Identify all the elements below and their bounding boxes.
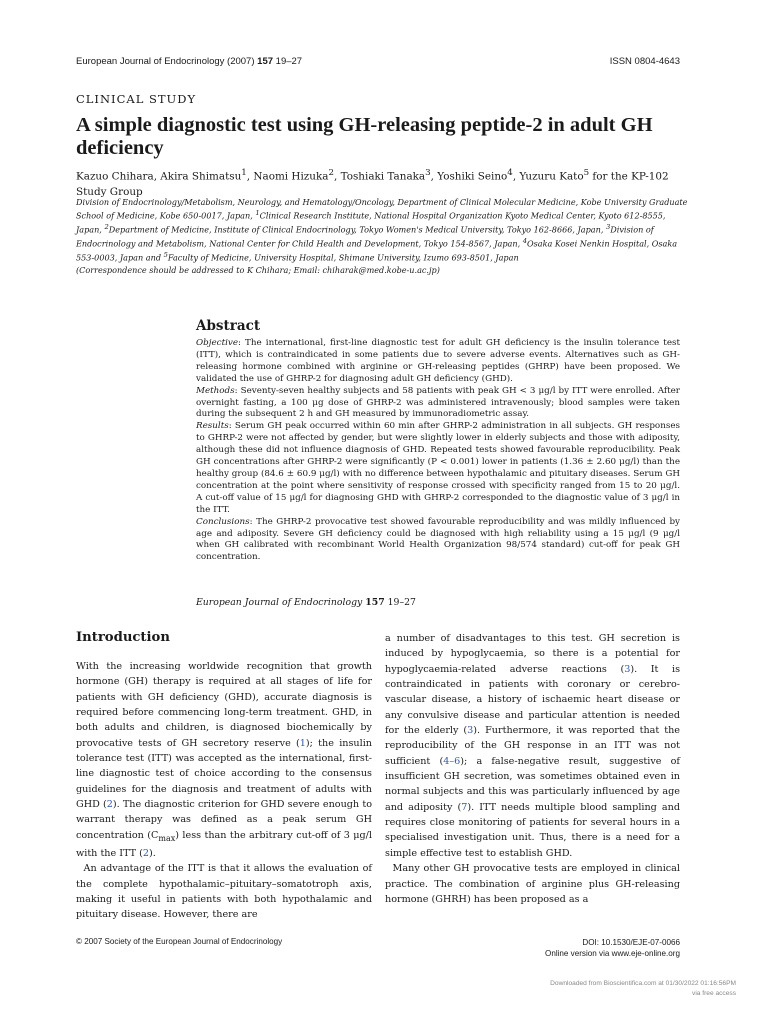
introduction-column-left [76,659,372,923]
download-watermark: Downloaded from Bioscientifica.com at 01/30/2022 01:16:56PM via free access [550,980,736,997]
correspondence-note: (Correspondence should be addressed to K Chihara; Email: chiharak@med.kobe-u.ac.jp) [76,265,440,275]
intro-paragraph: With the increasing worldwide recognition that growth hormone (GH) therapy is required at all stages of life for patients with GH deficiency (GHD), accurate diagnosis is required before commencing long-term treatment. GHD, in both adults and children, is diagnosed biochemically by provocative tests of GH secretory reserve (1); the insulin tolerance test (ITT) was accepted as the international, first-line diagnostic test of choice according to the consensus guidelines for the diagnosis and treatment of adults with GHD (2). The diagnostic criterion for GHD severe enough to warrant therapy was defined as a peak serum GH concentration $(C_{max})$ less than the arbitrary cut-off of 3 μg/l with the ITT (2). [76,661,372,860]
results-label: Results [196,421,229,432]
objective-label: Objective [196,338,239,348]
section-label: CLINICAL STUDY [76,92,197,106]
author-list: Kazuo Chihara, Akira Shimatsu$^1$, Naomi Hizuka$^2$, Toshiaki Tanaka$^3$, Yoshiki Seino$^4$, Yuzuru Kato$^5$ for the KP-102 Study Group [76,168,669,199]
abstract-results: Results: Serum GH peak occurred within 60 min after GHRP-2 administration in all subjects. GH responses to GHRP-2 were not affected by gender, but were slightly lower in elderly subjects and those with adiposity, although these did not influence diagnosis of GHD. Repeated tests showed favourable reproducibility. Peak GH concentrations after GHRP-2 were significantly (P < 0.001) lower in patients (1.36 ± 2.60 μg/l) than the healthy group (84.6 ± 60.9 μg/l) with no difference between hypothalamic and pituitary diseases. Serum GH concentration at the point where sensitivity of response crossed with specificity ranged from 15 to 20 μg/l. A cut-off value of 15 μg/l for diagnosing GHD with GHRP-2 corresponded to the diagnostic value of 3 μg/l in the ITT. [196,421,680,515]
methods-label: Methods [196,385,235,396]
citation-line: European Journal of Endocrinology 157 19–27 [196,597,416,608]
intro-paragraph: Many other GH provocative tests are employed in clinical practice. The combination of arginine plus GH-releasing hormone (GHRH) has been proposed as a [385,863,680,905]
abstract-heading: Abstract [196,318,261,334]
doi-text: DOI: 10.1530/EJE-07-0066 [582,938,680,947]
affiliations: Division of Endocrinology/Metabolism, Neurology, and Hematology/Oncology, Department of Clinical Molecular Medicine, Kobe University Graduate School of Medicine, Kobe 650-0017, Japan, $^1$Clinical Research Institute, National Hospital Organization Kyoto Medical Center, Kyoto 612-8555, Japan, $^2$Department of Medicine, Institute of Clinical Endocrinology, Tokyo Women's Medical University, Tokyo 162-8666, Japan, $^3$Division of Endocrinology and Metabolism, National Center for Child Health and Development, Tokyo 154-8567, Japan, $^4$Osaka Kosei Nenkin Hospital, Osaka 553-0003, Japan and $^5$Faculty of Medicine, University Hospital, Shimane University, Izumo 693-8501, Japan [76,197,688,263]
intro-paragraph: a number of disadvantages to this test. GH secretion is induced by hypoglycaemia, so there is a potential for hypoglycaemia-related adverse reactions (3). It is contraindicated in patients with coronary or cerebro-vascular disease, a history of ischaemic heart disease or any convulsive disease and particular attention is needed for the elderly (3). Furthermore, it was reported that the reproducibility of the GH response in an ITT was not sufficient (4–6); a false-negative result, suggestive of insufficient GH secretion, was sometimes obtained even in normal subjects and this was particularly influenced by age and adiposity (7). ITT needs multiple blood sampling and requires close monitoring of patients for several hours in a specialised investigation unit. Thus, there is a need for a simple effective test to establish GHD. [385,633,681,859]
intro-paragraph: An advantage of the ITT is that it allows the evaluation of the complete hypothalamic–pituitary–somatotroph axis, making it useful in patients with both hypothalamic and pituitary disease. However, there are [76,863,372,921]
footer-copyright: © 2007 Society of the European Journal of Endocrinology [76,937,283,946]
abstract-methods: Methods: Seventy-seven healthy subjects and 58 patients with peak GH < 3 μg/l by ITT were enrolled. After overnight fasting, a 100 μg dose of GHRP-2 was administered intravenously; blood samples were taken during the subsequent 2 h and GH measured by immunoradiometric assay. [196,385,680,420]
running-header-journal: European Journal of Endocrinology (2007) 157 19–27 [76,56,303,67]
footer-doi-block [545,937,680,959]
introduction-heading: Introduction [76,630,170,645]
online-version-text: Online version via www.eje-online.org [545,949,680,958]
abstract-objective: Objective: The international, first-line diagnostic test for adult GH deficiency is the insulin tolerance test (ITT), which is contraindicated in some patients due to severe adverse events. Alternatives such as GH-releasing hormone combined with arginine or GH-releasing peptides (GHRP) have been proposed. We validated the use of GHRP-2 for diagnosing adult GH deficiency (GHD). [196,338,680,384]
abstract-conclusions: Conclusions: The GHRP-2 provocative test showed favourable reproducibility and was mildly influenced by age and adiposity. Severe GH deficiency could be diagnosed with high reliability using a 15 μg/l (9 μg/l when GH calibrated with recombinant World Health Organization 98/574 standard) cut-off for peak GH concentration. [196,516,680,563]
conclusions-label: Conclusions [196,516,250,527]
introduction-column-right [385,631,680,907]
abstract-body [196,338,680,564]
running-header-issn: ISSN 0804-4643 [609,56,680,67]
article-title: A simple diagnostic test using GH-releasing peptide-2 in adult GH deficiency [76,114,653,159]
